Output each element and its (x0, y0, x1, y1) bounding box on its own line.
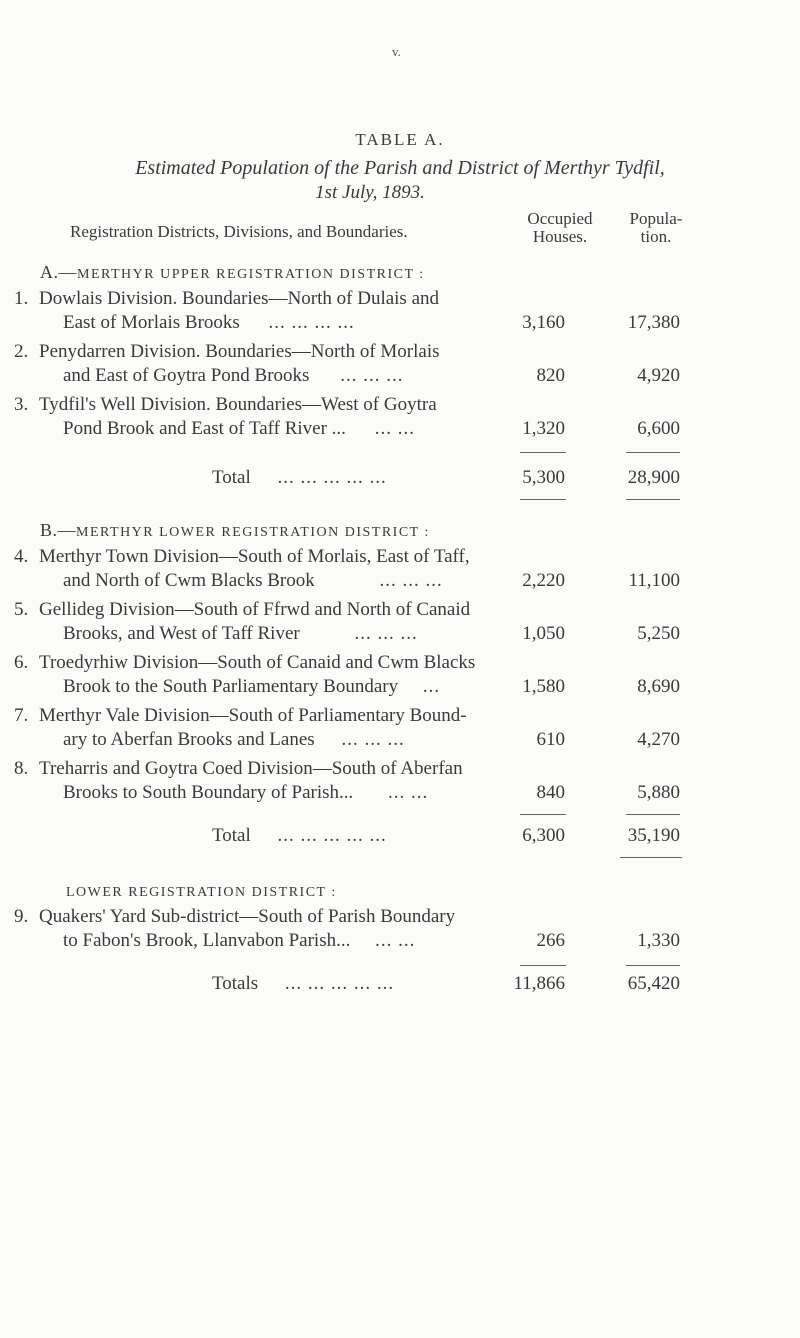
row-text: to Fabon's Brook, Llanvabon Parish... ... ... (63, 930, 416, 951)
row-text: Gellideg Division—South of Ffrwd and North of Canaid (39, 599, 471, 620)
population-value: 5,250 (637, 623, 680, 644)
sum-rule (620, 857, 682, 858)
row-number: 6. (14, 652, 29, 673)
population-value: 6,600 (637, 418, 680, 439)
houses-value: 820 (536, 365, 565, 386)
population-value: 4,920 (637, 365, 680, 386)
sum-rule (626, 499, 680, 500)
population-value: 5,880 (637, 782, 680, 803)
row-text: Brook to the South Parliamentary Boundary ... (63, 676, 441, 697)
houses-value: 2,220 (522, 570, 565, 591)
row-number: 3. (14, 394, 29, 415)
row-number: 7. (14, 705, 29, 726)
population-value: 11,100 (628, 570, 680, 591)
total-houses: 6,300 (522, 825, 565, 846)
row-number: 5. (14, 599, 29, 620)
total-houses: 5,300 (522, 467, 565, 488)
page-mark: v. (392, 44, 401, 59)
row-text: Merthyr Vale Division—South of Parliamentary Bound- (39, 705, 467, 726)
section-a-heading: A.—MERTHYR UPPER REGISTRATION DISTRICT : (40, 262, 425, 282)
houses-value: 840 (536, 782, 565, 803)
row-number: 9. (14, 906, 29, 927)
houses-value: 1,050 (522, 623, 565, 644)
table-subtitle-date: 1st July, 1893. (315, 182, 425, 203)
row-text: Brooks to South Boundary of Parish... ... ... (63, 782, 429, 803)
row-text: Dowlais Division. Boundaries—North of Dulais and (39, 288, 440, 309)
sum-rule (626, 452, 680, 453)
row-text: Brooks, and West of Taff River ... ... ... (63, 623, 418, 644)
total-population: 28,900 (627, 467, 680, 488)
population-value: 8,690 (637, 676, 680, 697)
row-text: Treharris and Goytra Coed Division—South of Aberfan (39, 758, 463, 779)
row-text: Merthyr Town Division—South of Morlais, East of Taff, (39, 546, 470, 567)
row-number: 1. (14, 288, 29, 309)
sum-rule (520, 499, 566, 500)
column-header-population: Popula- tion. (629, 209, 683, 246)
grand-total-houses: 11,866 (513, 973, 565, 994)
row-text: Penydarren Division. Boundaries—North of Morlais (39, 341, 440, 362)
row-text: East of Morlais Brooks ... ... ... ... (63, 312, 355, 333)
houses-value: 266 (536, 930, 565, 951)
row-text: Pond Brook and East of Taff River ... ... ... (63, 418, 415, 439)
sum-rule (520, 814, 566, 815)
sum-rule (626, 814, 680, 815)
column-header-description: Registration Districts, Divisions, and Boundaries. (70, 222, 408, 241)
row-text: Quakers' Yard Sub-district—South of Parish Boundary (39, 906, 456, 927)
population-value: 4,270 (637, 729, 680, 750)
sum-rule (520, 452, 566, 453)
total-label: Total ... ... ... ... ... (212, 825, 387, 846)
table-title: TABLE A. (355, 130, 445, 149)
houses-value: 1,320 (522, 418, 565, 439)
row-text: and North of Cwm Blacks Brook ... ... ... (63, 570, 443, 591)
row-number: 8. (14, 758, 29, 779)
row-text: and East of Goytra Pond Brooks ... ... ... (63, 365, 404, 386)
sum-rule (626, 965, 680, 966)
row-number: 4. (14, 546, 29, 567)
houses-value: 3,160 (522, 312, 565, 333)
row-text: Tydfil's Well Division. Boundaries—West of Goytra (39, 394, 437, 415)
houses-value: 610 (536, 729, 565, 750)
sum-rule (520, 965, 566, 966)
row-number: 2. (14, 341, 29, 362)
section-c-heading: LOWER REGISTRATION DISTRICT : (66, 885, 337, 900)
population-value: 17,380 (627, 312, 680, 333)
total-population: 35,190 (627, 825, 680, 846)
section-b-heading: B.—MERTHYR LOWER REGISTRATION DISTRICT : (40, 520, 430, 540)
row-text: Troedyrhiw Division—South of Canaid and Cwm Blacks (39, 652, 476, 673)
column-header-houses: Occupied Houses. (527, 209, 593, 246)
houses-value: 1,580 (522, 676, 565, 697)
totals-label: Totals ... ... ... ... ... (212, 973, 395, 994)
row-text: ary to Aberfan Brooks and Lanes ... ... ... (63, 729, 405, 750)
grand-total-population: 65,420 (627, 973, 680, 994)
population-value: 1,330 (637, 930, 680, 951)
table-subtitle: Estimated Population of the Parish and District of Merthyr Tydfil, (135, 157, 665, 179)
total-label: Total ... ... ... ... ... (212, 467, 387, 488)
